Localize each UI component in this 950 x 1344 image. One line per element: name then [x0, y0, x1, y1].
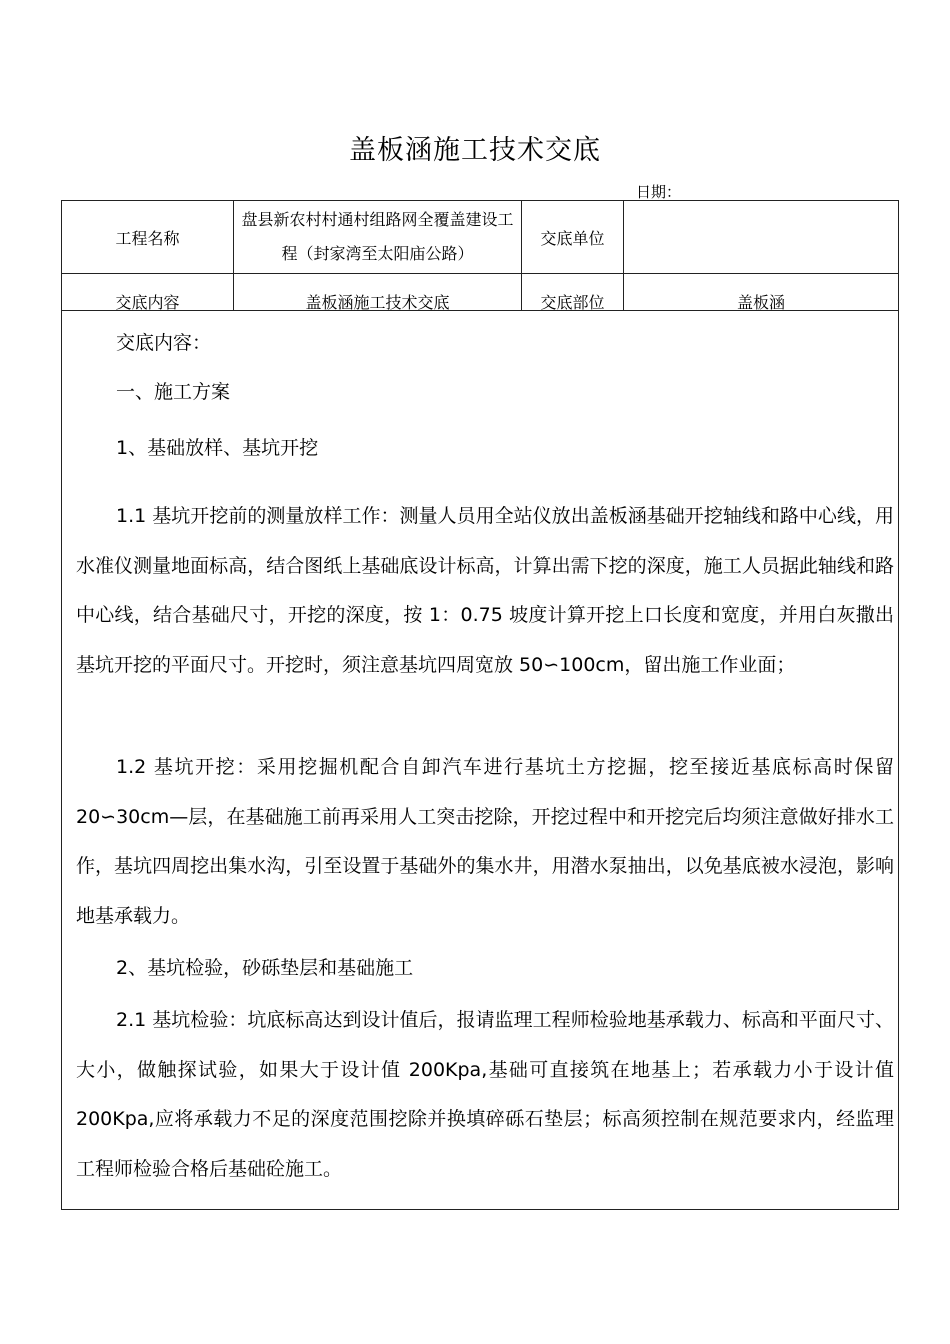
- project-name-label: 工程名称: [62, 201, 234, 273]
- disclosure-unit-value[interactable]: [624, 201, 898, 273]
- table-row: [62, 201, 898, 274]
- paragraph-1-1: 1.1 基坑开挖前的测量放样工作：测量人员用全站仪放出盖板涵基础开挖轴线和路中心线，用水准仪测量地面标高，结合图纸上基础底设计标高，计算出需下挖的深度，施工人员据此轴线和路中心线，结合基础尺寸，开挖的深度，按 1：0.75 坡度计算开挖上口长度和宽度，并用白灰撒出基坑开挖的平面尺寸。开挖时，须注意基坑四周宽放 50∽100cm，留出施工作业面；: [76, 505, 894, 676]
- date-label: 日期：: [636, 183, 682, 201]
- table-row: [62, 274, 898, 311]
- paragraph-2-1: 2.1 基坑检验：坑底标高达到设计值后，报请监理工程师检验地基承载力、标高和平面尺寸、大小，做触探试验，如果大于设计值 200Kpa,基础可直接筑在地基上；若承载力小于设计值 200Kpa,应将承载力不足的深度范围挖除并换填碎砾石垫层；标高须控制在规范要求内，经监理工程师检验合格后基础砼施工。: [76, 1009, 894, 1180]
- subsection-heading: 1、基础放样、基坑开挖: [116, 437, 319, 459]
- disclosure-part-label: 交底部位: [522, 274, 624, 310]
- disclosure-table: [61, 200, 899, 1210]
- disclosure-unit-label: 交底单位: [522, 201, 624, 273]
- disclosure-content-value: 盖板涵施工技术交底: [234, 274, 522, 310]
- project-name-value: 盘县新农村村通村组路网全覆盖建设工程（封家湾至太阳庙公路）: [234, 201, 522, 273]
- paragraph-1-2: 1.2 基坑开挖：采用挖掘机配合自卸汽车进行基坑土方挖掘，挖至接近基底标高时保留 20∽30cm—层，在基础施工前再采用人工突击挖除，开挖过程中和开挖完后均须注意做好排水工作，基坑四周挖出集水沟，引至设置于基础外的集水井，用潜水泵抽出，以免基底被水浸泡，影响地基承载力。: [76, 756, 894, 927]
- content-heading: 交底内容：: [116, 332, 212, 354]
- subsection-heading: 2、基坑检验，砂砾垫层和基础施工: [116, 957, 414, 979]
- page-title: 盖板涵施工技术交底: [349, 135, 601, 166]
- disclosure-content-label: 交底内容: [62, 274, 234, 310]
- section-heading: 一、施工方案: [116, 381, 231, 403]
- disclosure-part-value: 盖板涵: [736, 293, 785, 311]
